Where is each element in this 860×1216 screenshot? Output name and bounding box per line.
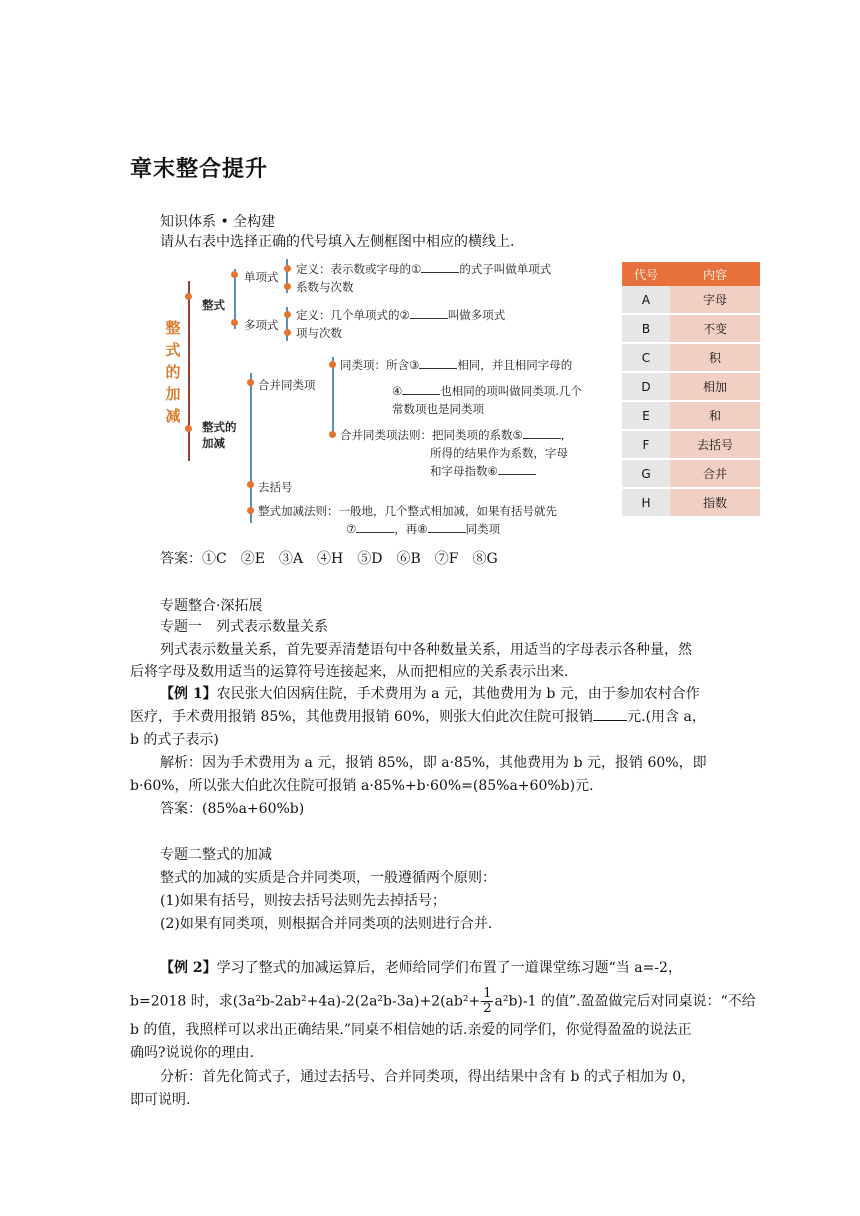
table-row: C 积	[622, 343, 760, 372]
paragraph: 整式的加减的实质是合并同类项，一般遵循两个原则：	[160, 870, 496, 886]
answer-example1: 答案：(85%a+60%b)	[160, 801, 305, 817]
label-danxiangshi: 单项式	[244, 270, 279, 284]
tongleixiang-line3: 常数项也是同类项	[392, 402, 484, 416]
example2-line1: 【例 2】学习了整式的加减运算后，老师给同学们布置了一道课堂练习题“当 a=-2，	[160, 960, 682, 976]
example1-line2: 医疗，手术费用报销 85%，其他费用报销 60%，则张大伯此次住院可报销 元.(用含 a，	[130, 709, 706, 725]
def1-sub: 系数与次数	[296, 280, 354, 294]
def2-text: 定义：几个单项式的② 叫做多项式	[296, 308, 506, 322]
label-hebing: 合并同类项	[258, 378, 316, 392]
connector-line	[250, 373, 252, 523]
topic2-heading: 专题二整式的加减	[160, 847, 272, 863]
code-table	[622, 262, 760, 518]
topic1-heading: 专题一 列式表示数量关系	[160, 619, 328, 635]
jiajianfaze-line2: ⑦ ，再⑧ 同类项	[346, 522, 501, 536]
label-jiajian: 整式的 加减	[202, 420, 237, 450]
answer-line: 答案：①C ②E ③A ④H ⑤D ⑥B ⑦F ⑧G	[160, 551, 498, 567]
label-zhengshi: 整式	[202, 298, 225, 312]
table-row: H 指数	[622, 488, 760, 517]
label-quguohao: 去括号	[258, 480, 293, 494]
paragraph: 后将字母及数用适当的运算符号连接起来，从而把相应的关系表示出来.	[130, 664, 569, 680]
connector-line	[332, 357, 334, 437]
paragraph: 列式表示数量关系，首先要弄清楚语句中各种数量关系，用适当的字母表示各种量，然	[160, 642, 692, 658]
bullet-dot	[185, 425, 192, 432]
bullet-dot	[185, 293, 192, 300]
fazhe-line1: 合并同类项法则：把同类项的系数⑤ ,	[340, 428, 565, 442]
bullet-dot	[329, 431, 336, 438]
page-title: 章末整合提升	[130, 157, 269, 182]
bullet-dot	[329, 361, 336, 368]
example2-line3: b 的值，我照样可以求出正确结果.”同桌不相信她的话.亲爱的同学们，你觉得盈盈的说法正	[130, 1022, 692, 1038]
bullet-dot	[247, 379, 254, 386]
bullet-dot	[231, 271, 238, 278]
paragraph: (1)如果有括号，则按去括号法则先去掉括号；	[160, 893, 446, 909]
def2-sub: 项与次数	[296, 326, 342, 340]
instruction-text: 请从右表中选择正确的代号填入左侧框图中相应的横线上.	[160, 234, 515, 250]
table-row: G 合并	[622, 459, 760, 488]
code-table-header: 代号	[622, 262, 670, 286]
def1-text: 定义：表示数或字母的① 的式子叫做单项式	[296, 262, 552, 276]
analysis1-line2: b·60%，所以张大伯此次住院可报销 a·85%+b·60%=(85%a+60%b)元.	[130, 778, 594, 794]
analysis1-line1: 解析：因为手术费用为 a 元，报销 85%，即 a·85%，其他费用为 b 元，报销 60%，即	[160, 755, 707, 771]
diagram-vertical-title: 整 式 的 加 减	[165, 319, 181, 425]
fraction-one-half: $\frac{1}{2}$	[483, 986, 492, 1016]
analysis2-line2: 即可说明.	[130, 1092, 191, 1108]
paragraph: (2)如果有同类项，则根据合并同类项的法则进行合并.	[160, 916, 493, 932]
bullet-dot	[247, 481, 254, 488]
table-row: D 相加	[622, 372, 760, 401]
table-row: F 去括号	[622, 430, 760, 459]
code-table-header: 内容	[670, 262, 760, 286]
example1-line1: 【例 1】农民张大伯因病住院，手术费用为 a 元，其他费用为 b 元，由于参加农村合作	[160, 686, 700, 702]
fazhe-line2: 所得的结果作为系数，字母	[430, 446, 568, 460]
fazhe-line3: 和字母指数⑥	[430, 463, 536, 479]
example2-line2: b=2018 时，求(3a²b-2ab²+4a)-2(2a²b-3a)+2(ab²+ $\frac{1}{2}$ a²b)-1 的值”.盈盈做完后对同桌说：“不给	[130, 986, 756, 1016]
main-bracket	[188, 281, 190, 461]
example2-line4: 确吗?说说你的理由.	[130, 1045, 254, 1061]
bullet-dot	[284, 265, 291, 272]
tongleixiang-line2: ④ 也相同的项叫做同类项.几个	[392, 384, 582, 398]
label-duoxiangshi: 多项式	[244, 318, 279, 332]
jiajianfaze-line1: 整式加减法则：一般地，几个整式相加减，如果有括号就先	[258, 504, 557, 518]
example1-line3: b 的式子表示)	[130, 732, 219, 748]
table-row: A 字母	[622, 286, 760, 314]
analysis2-line1: 分析：首先化简式子，通过去括号、合并同类项，得出结果中含有 b 的式子相加为 0，	[160, 1069, 696, 1085]
bullet-dot	[284, 311, 291, 318]
bullet-dot	[284, 329, 291, 336]
bullet-dot	[284, 283, 291, 290]
bullet-dot	[231, 319, 238, 326]
section-heading: 知识体系 • 全构建	[160, 214, 276, 230]
bullet-dot	[247, 507, 254, 514]
table-row: B 不变	[622, 314, 760, 343]
tongleixiang-line1: 同类项：所含③ 相同，并且相同字母的	[340, 358, 573, 372]
table-row: E 和	[622, 401, 760, 430]
section2-heading: 专题整合·深拓展	[160, 598, 263, 614]
